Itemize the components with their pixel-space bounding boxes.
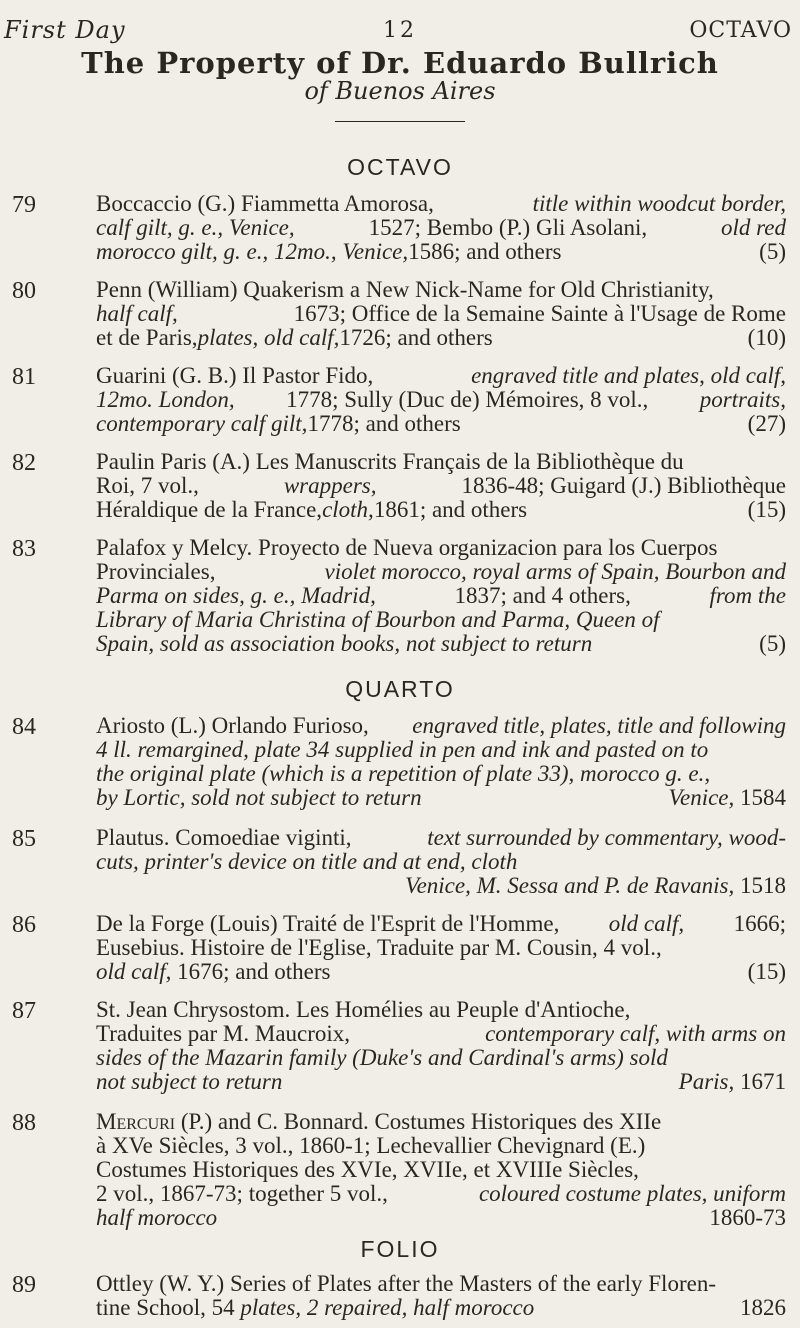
lot-number: 89	[12, 1272, 36, 1298]
lot-number: 84	[12, 714, 36, 740]
lot-description: Ottley (W. Y.) Series of Plates after the Masters of the early Floren- tine School, 54 plates, 2 repaired, half morocco 1826	[96, 1271, 786, 1320]
section-heading-quarto: QUARTO	[345, 676, 455, 702]
section-heading-folio: FOLIO	[360, 1236, 440, 1262]
lot-description: Boccaccio (G.) Fiammetta Amorosa, title within woodcut border, calf gilt, g. e., Venice, 1527; Bembo (P.) Gli Asolani, old red morocco gilt, g. e., 12mo., Venice, 1586; and others (5)	[96, 191, 786, 264]
provenance-rule	[335, 121, 465, 122]
lot-number: 87	[12, 998, 36, 1024]
provenance-owner: The Property of Dr. Eduardo Bullrich	[81, 46, 719, 80]
lot-number: 81	[12, 364, 36, 390]
lot-description: De la Forge (Louis) Traité de l'Esprit de l'Homme, old calf, 1666; Eusebius. Histoire de l'Eglise, Traduite par M. Cousin, 4 vol., old calf, 1676; and others (15)	[96, 911, 786, 984]
lot-number: 79	[12, 192, 36, 218]
lot-description: Mercuri (P.) and C. Bonnard. Costumes Historiques des XIIe à XVe Siècles, 3 vol., 1860-1; Lechevallier Chevignard (E.) Costumes Historiques des XVIe, XVIIe, et XVIIIe Siècles, 2 vol., 1867-73; together 5 vol., coloured costume plates, uniform half morocco 1860-73	[96, 1109, 786, 1230]
lot-number: 83	[12, 536, 36, 562]
running-head-page: 12	[383, 18, 417, 43]
section-heading-octavo: OCTAVO	[347, 154, 453, 180]
running-head	[0, 16, 800, 46]
lot-description: Guarini (G. B.) Il Pastor Fido, engraved title and plates, old calf, 12mo. London, 1778; Sully (Duc de) Mémoires, 8 vol., portraits, contemporary calf gilt, 1778; and others (27)	[96, 363, 786, 436]
lot-description: St. Jean Chrysostom. Les Homélies au Peuple d'Antioche, Traduites par M. Maucroix, contemporary calf, with arms on sides of the Mazarin family (Duke's and Cardinal's arms) sold not subject to return Paris, 1671	[96, 997, 786, 1094]
provenance-heading	[0, 46, 800, 122]
lot-description: Ariosto (L.) Orlando Furioso, engraved title, plates, title and following 4 ll. remargined, plate 34 supplied in pen and ink and pasted on to the original plate (which is a repetition of plate 33), morocco g. e., by Lortic, sold not subject to return Venice, 1584	[96, 713, 786, 810]
lot-description: Penn (William) Quakerism a New Nick-Name for Old Christianity, half calf, 1673; Office de la Semaine Sainte à l'Usage de Rome et de Paris, plates, old calf, 1726; and others (10)	[96, 277, 786, 350]
lot-number: 85	[12, 826, 36, 852]
lot-description: Paulin Paris (A.) Les Manuscrits Français de la Bibliothèque du Roi, 7 vol., wrappers, 1836-48; Guigard (J.) Bibliothèque Héraldique de la France, cloth, 1861; and others (15)	[96, 449, 786, 522]
provenance-city: of Buenos Aires	[304, 77, 496, 105]
lot-description: Plautus. Comoediae viginti, text surrounded by commentary, wood- cuts, printer's device on title and at end, cloth Venice, M. Sessa and P. de Ravanis, 1518	[96, 825, 786, 898]
running-head-section: OCTAVO	[689, 18, 792, 43]
lot-number: 86	[12, 912, 36, 938]
lot-number: 80	[12, 278, 36, 304]
lot-description: Palafox y Melcy. Proyecto de Nueva organizacion para los Cuerpos Provinciales, violet morocco, royal arms of Spain, Bourbon and Parma on sides, g. e., Madrid, 1837; and 4 others, from the Library of Maria Christina of Bourbon and Parma, Queen of Spain, sold as association books, not subject to return (5)	[96, 535, 786, 656]
lot-number: 82	[12, 450, 36, 476]
lot-number: 88	[12, 1110, 36, 1136]
running-head-day: First Day	[4, 16, 126, 44]
